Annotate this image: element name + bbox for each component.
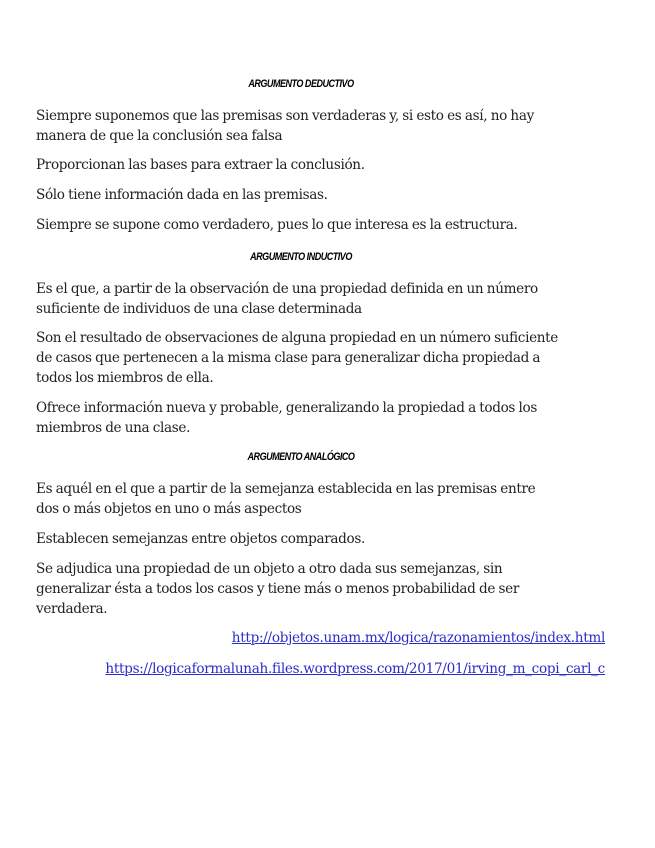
text-line: todos los miembros de ella. [36,370,214,386]
paragraph-deductivo-1 [36,106,576,146]
text-line: verdadera. [36,601,108,617]
text-line: Sólo tiene información dada en las premisas. [36,187,328,203]
text-line: suficiente de individuos de una clase determinada [36,301,362,317]
reference-link-unam[interactable]: http://objetos.unam.mx/logica/razonamientos/index.html [231,630,605,646]
text-line: manera de que la conclusión sea falsa [36,128,283,144]
paragraph-deductivo-4 [36,215,576,235]
paragraph-inductivo-1 [36,279,576,319]
text-line: Se adjudica una propiedad de un objeto a otro dada sus semejanzas, sin [36,561,503,577]
text-line: Es aquél en el que a partir de la semejanza establecida en las premisas entre [36,481,536,497]
paragraph-analogico-3 [36,559,576,619]
paragraph-deductivo-2 [36,155,576,175]
reference-link-wordpress[interactable]: https://logicaformalunah.files.wordpress.com/2017/01/irving_m_copi_carl_c [105,661,605,677]
text-line: Es el que, a partir de la observación de una propiedad definida en un número [36,281,538,297]
heading-argumento-inductivo: ARGUMENTO INDUCTIVO [250,251,352,263]
text-line: Siempre se supone como verdadero, pues lo que interesa es la estructura. [36,217,518,233]
heading-argumento-analogico: ARGUMENTO ANALÓGICO [247,451,355,463]
paragraph-inductivo-3 [36,398,576,438]
heading-argumento-deductivo: ARGUMENTO DEDUCTIVO [248,78,354,90]
text-line: Son el resultado de observaciones de alguna propiedad en un número suficiente [36,330,558,346]
text-line: miembros de una clase. [36,420,191,436]
text-line: de casos que pertenecen a la misma clase para generalizar dicha propiedad a [36,350,541,366]
text-line: Proporcionan las bases para extraer la conclusión. [36,157,365,173]
paragraph-inductivo-2 [36,328,576,388]
text-line: Siempre suponemos que las premisas son verdaderas y, si esto es así, no hay [36,108,534,124]
paragraph-analogico-2 [36,529,576,549]
text-line: dos o más objetos en uno o más aspectos [36,501,302,517]
paragraph-deductivo-3 [36,185,576,205]
text-line: generalizar ésta a todos los casos y tiene más o menos probabilidad de ser [36,581,519,597]
text-line: Establecen semejanzas entre objetos comparados. [36,531,365,547]
paragraph-analogico-1 [36,479,576,519]
text-line: Ofrece información nueva y probable, generalizando la propiedad a todos los [36,400,537,416]
